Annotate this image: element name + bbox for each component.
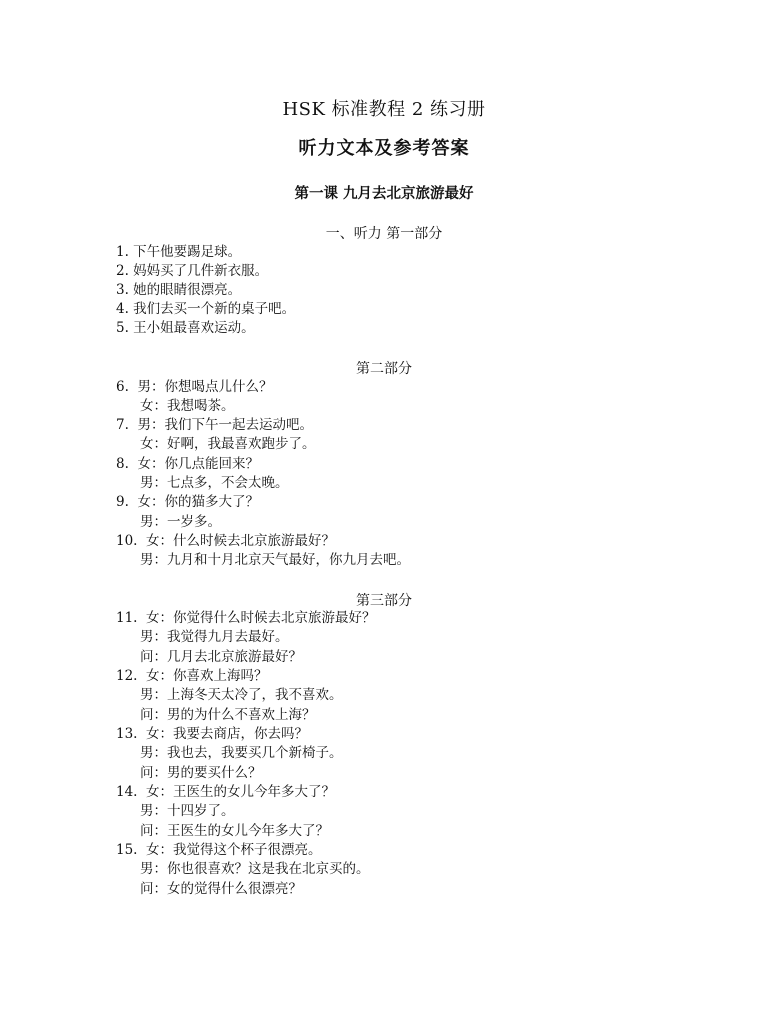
part2-line: 女：好啊，我最喜欢跑步了。	[140, 436, 316, 452]
part3-line: 13. 女：我要去商店，你去吗？	[116, 726, 309, 742]
part3-line: 问：男的要买什么？	[140, 765, 262, 781]
part2-line: 男：一岁多。	[140, 514, 221, 530]
part3-line: 12. 女：你喜欢上海吗？	[116, 668, 268, 684]
part2-line: 女：我想喝茶。	[140, 398, 235, 414]
part3-line: 问：几月去北京旅游最好？	[140, 649, 302, 665]
part1-heading: 一、听力 第一部分	[325, 226, 443, 242]
part2-line: 10. 女：什么时候去北京旅游最好？	[116, 533, 336, 549]
part2-line: 7. 男：我们下午一起去运动吧。	[116, 417, 313, 433]
part2-line: 8. 女：你几点能回来？	[116, 456, 259, 472]
part1-line: 3. 她的眼睛很漂亮。	[116, 282, 242, 298]
part1-line: 4. 我们去买一个新的桌子吧。	[116, 301, 296, 317]
part2-line: 男：九月和十月北京天气最好，你九月去吧。	[140, 552, 410, 568]
part3-line: 男：我觉得九月去最好。	[140, 629, 289, 645]
document-title: HSK 标准教程 2 练习册	[282, 99, 486, 120]
part3-line: 男：我也去，我要买几个新椅子。	[140, 745, 343, 761]
part3-line: 男：上海冬天太冷了，我不喜欢。	[140, 687, 343, 703]
part3-line: 问：男的为什么不喜欢上海？	[140, 707, 316, 723]
part3-line: 14. 女：王医生的女儿今年多大了？	[116, 784, 336, 800]
part3-heading: 第三部分	[356, 593, 412, 609]
part2-line: 男：七点多，不会太晚。	[140, 475, 289, 491]
part3-line: 问：王医生的女儿今年多大了？	[140, 823, 329, 839]
part3-line: 15. 女：我觉得这个杯子很漂亮。	[116, 842, 322, 858]
part2-line: 9. 女：你的猫多大了？	[116, 494, 259, 510]
part3-line: 11. 女：你觉得什么时候去北京旅游最好？	[116, 610, 376, 626]
part1-line: 5. 王小姐最喜欢运动。	[116, 320, 255, 336]
lesson-heading: 第一课 九月去北京旅游最好	[294, 185, 474, 202]
part2-line: 6. 男：你想喝点儿什么？	[116, 379, 273, 395]
part2-heading: 第二部分	[356, 361, 412, 377]
part3-line: 问：女的觉得什么很漂亮？	[140, 881, 302, 897]
part1-line: 2. 妈妈买了几件新衣服。	[116, 263, 269, 279]
part3-line: 男：你也很喜欢？这是我在北京买的。	[140, 861, 370, 877]
part3-line: 男：十四岁了。	[140, 803, 235, 819]
document-subtitle: 听力文本及参考答案	[298, 138, 470, 159]
part1-line: 1. 下午他要踢足球。	[116, 244, 242, 260]
